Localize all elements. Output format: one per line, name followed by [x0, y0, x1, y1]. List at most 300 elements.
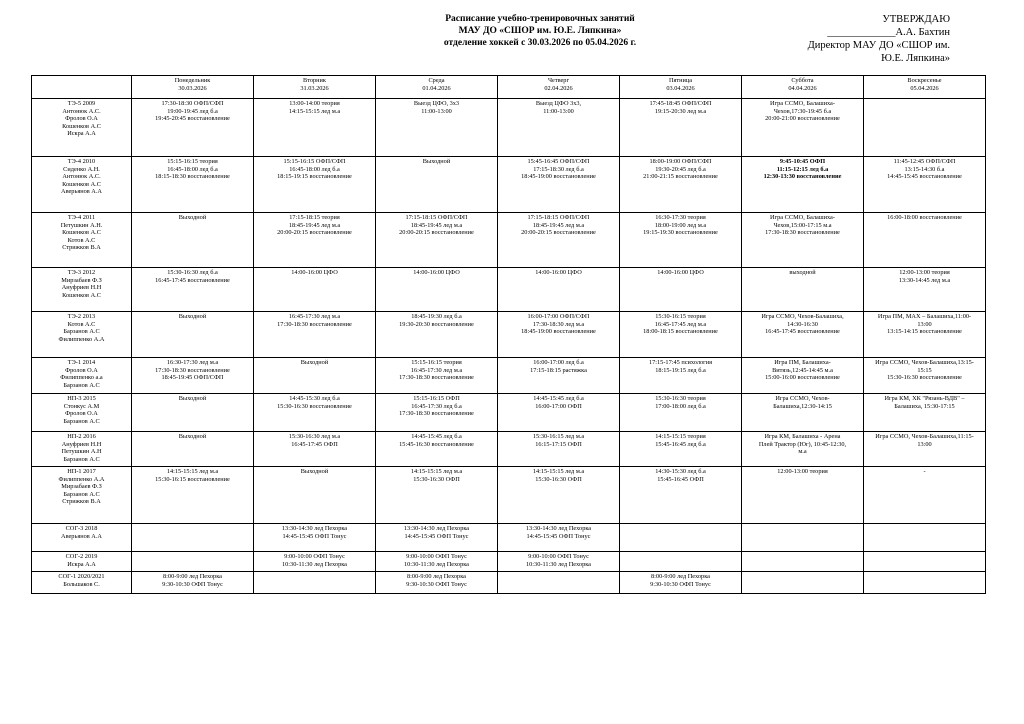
session-cell — [498, 358, 620, 394]
schedule-row — [32, 312, 986, 358]
group-cell — [32, 552, 132, 572]
group-name: СОГ-3 2018 — [65, 525, 98, 532]
coach-name: Фролов О.А — [65, 115, 98, 123]
session-cell — [742, 268, 864, 312]
group-name: ТЭ-1 2014 — [67, 359, 96, 366]
coach-name: Барзанов А.С — [63, 490, 100, 498]
session-line: м.а — [798, 448, 807, 456]
session-line: 19:30-20:45 лед б.а — [655, 165, 706, 173]
session-line: 16:30-17:30 лед м.а — [166, 359, 219, 366]
session-line: Выезд ЦФО 3х3, — [535, 100, 582, 107]
session-line: 12:00-13:00 теория — [777, 468, 828, 475]
day-date: 04.04.2026 — [788, 84, 817, 92]
session-line: 15:00-16:00 восстановление — [765, 374, 840, 382]
session-line: 9:30-10:30 ОФП Тонус — [406, 580, 467, 588]
session-cell — [742, 213, 864, 268]
approval-block — [780, 13, 950, 65]
schedule-row — [32, 467, 986, 524]
session-line: 16:45-17:45 восстановление — [765, 328, 840, 336]
corner-cell — [32, 76, 132, 99]
header-row — [32, 76, 986, 99]
session-line: Чехов,17:30-19:45 б.а — [773, 107, 832, 115]
session-line: 13:15-14:15 восстановление — [887, 328, 962, 336]
session-line: 15:30-16:15 теория — [655, 313, 706, 320]
session-line: 13:15-14:30 б.а — [904, 165, 945, 173]
session-line: 13:30-14:30 лед Пехорка — [403, 525, 470, 532]
session-line: выходной — [789, 269, 816, 276]
coach-name: Филиппенко А.А — [58, 335, 105, 343]
coach-name: Аверьянов А.А — [61, 532, 102, 540]
coach-name: Большаков С. — [63, 580, 100, 588]
schedule-row — [32, 552, 986, 572]
session-cell — [498, 157, 620, 213]
session-line: 14:00-16:00 ЦФО — [535, 269, 582, 276]
group-cell — [32, 572, 132, 594]
session-cell — [864, 157, 986, 213]
session-line: 16:45-17:30 лед б.а — [411, 402, 462, 410]
session-cell — [132, 394, 254, 432]
session-cell — [254, 572, 376, 594]
session-cell — [132, 157, 254, 213]
session-line: 15:15-16:15 теория — [411, 359, 462, 366]
session-line: 21:00-21:15 восстановление — [643, 173, 718, 181]
group-name: НП-2 2016 — [67, 433, 96, 440]
schedule-row — [32, 524, 986, 552]
session-line: 17:30-18:30 восстановление — [765, 229, 840, 237]
schedule-body — [32, 99, 986, 594]
session-line: 16:45-17:45 ОФП — [291, 440, 338, 448]
session-line: Выходной — [300, 359, 329, 366]
session-line: 11:00-13:00 — [543, 107, 574, 115]
coach-name: Филиппенко а.а — [60, 374, 103, 382]
session-line: 18:45-19:00 восстановление — [521, 328, 596, 336]
day-header-2 — [376, 76, 498, 99]
session-line: 14:15-15:15 лед м.а — [288, 107, 341, 115]
session-line: 15:15-16:15 ОФП/СФП — [283, 158, 346, 165]
day-header-4 — [620, 76, 742, 99]
session-line: 15:30-16:30 ОФП — [535, 475, 582, 483]
session-cell — [376, 157, 498, 213]
session-line: 19:30-20:30 восстановление — [399, 320, 474, 328]
session-line: 18:45-19:45 лед м.а — [532, 221, 585, 229]
day-date: 05.04.2026 — [910, 84, 939, 92]
schedule-row — [32, 99, 986, 157]
session-line: 19:15-20:30 лед м.а — [654, 107, 707, 115]
session-line: 12:30-13:30 восстановление — [763, 173, 842, 181]
session-line: Балашиха,12:30-14:15 — [773, 402, 832, 410]
session-line: 16:30-17:30 теория — [655, 214, 706, 221]
session-line: Игра ССМО, Чехов-Балашиха,11:15- — [875, 433, 974, 440]
session-line: 14:45-15:45 ОФП Тонус — [282, 532, 347, 540]
session-line: 15:45-16:45 ОФП — [657, 475, 704, 483]
approval-line: Директор МАУ ДО «СШОР им. — [807, 40, 950, 51]
session-cell — [864, 394, 986, 432]
session-line: 14:15-15:15 теория — [655, 433, 706, 440]
session-line: 14:00-16:00 ЦФО — [413, 269, 460, 276]
session-cell — [742, 467, 864, 524]
session-cell — [620, 432, 742, 467]
group-name: ТЭ-2 2013 — [67, 313, 96, 320]
session-line: Игра КМ, ХК "Рязань-ВДВ" – — [884, 395, 965, 402]
coach-name: Антонюк А.С. — [62, 107, 101, 115]
session-cell — [498, 467, 620, 524]
session-line: 16:00-18:00 восстановление — [887, 214, 962, 221]
session-cell — [864, 467, 986, 524]
schedule-title — [395, 13, 685, 49]
session-cell — [132, 99, 254, 157]
session-cell — [620, 358, 742, 394]
group-name: ТЭ-4 2011 — [67, 214, 96, 221]
group-cell — [32, 524, 132, 552]
session-line: 10:30-11:30 лед Пехорка — [282, 560, 347, 568]
session-cell — [864, 572, 986, 594]
session-cell — [620, 213, 742, 268]
coach-name: Барзанов А.С — [63, 381, 100, 389]
coach-name: Стрижков В.А — [62, 244, 101, 252]
day-date: 02.04.2026 — [544, 84, 573, 92]
group-cell — [32, 467, 132, 524]
session-cell — [498, 268, 620, 312]
session-line: Витязь,12:45-14:45 м.а — [772, 366, 833, 374]
session-cell — [864, 312, 986, 358]
session-cell — [742, 312, 864, 358]
session-cell — [498, 394, 620, 432]
session-cell — [254, 358, 376, 394]
coach-name: Фролов О.А — [65, 410, 98, 418]
session-cell — [376, 358, 498, 394]
coach-name: Антонюк А.С. — [62, 173, 101, 181]
session-line: 14:00-16:00 ЦФО — [291, 269, 338, 276]
session-line: 16:45-18:00 лед б.а — [167, 165, 218, 173]
session-cell — [498, 432, 620, 467]
coach-name: Кошенков А.С — [62, 291, 101, 299]
session-line: 17:30-18:30 ОФП/СФП — [161, 100, 224, 107]
day-header-6 — [864, 76, 986, 99]
day-date: 03.04.2026 — [666, 84, 695, 92]
session-cell — [254, 432, 376, 467]
session-cell — [498, 572, 620, 594]
approval-line: УТВЕРЖДАЮ — [882, 14, 950, 25]
session-line: 15:45-16:30 восстановление — [399, 440, 474, 448]
session-line: 17:15-18:15 растяжка — [530, 366, 587, 374]
group-cell — [32, 157, 132, 213]
session-cell — [132, 467, 254, 524]
session-line: 18:45-19:30 лед б.а — [411, 313, 462, 320]
day-name: Вторник — [303, 77, 326, 84]
session-line: Игра ССМО, Чехов-Балашиха,13:15- — [875, 359, 974, 366]
day-header-3 — [498, 76, 620, 99]
schedule-row — [32, 572, 986, 594]
session-line: 18:45-19:45 лед м.а — [288, 221, 341, 229]
session-line: 14:45-15:30 лед б.а — [289, 395, 340, 402]
coach-name: Ануфриев Н.Н — [61, 284, 102, 292]
session-line: 14:15-15:15 лед м.а — [166, 468, 219, 475]
group-name: НП-3 2015 — [67, 395, 96, 402]
approval-line: _____________А.А. Бахтин — [827, 27, 950, 38]
day-name: Среда — [428, 77, 445, 84]
session-line: 10:30-11:30 лед Пехорка — [404, 560, 469, 568]
day-date: 01.04.2026 — [422, 84, 451, 92]
session-line: Выходной — [178, 395, 207, 402]
session-line: 9:30-10:30 ОФП Тонус — [650, 580, 711, 588]
coach-name: Котов А.С — [67, 236, 96, 244]
session-line: 15:15 — [917, 366, 932, 374]
session-cell — [620, 552, 742, 572]
session-line: Выходной — [178, 313, 207, 320]
day-header-0 — [132, 76, 254, 99]
title-line: отделение хоккей с 30.03.2026 по 05.04.2026 г. — [443, 38, 637, 48]
day-name: Пятница — [668, 77, 693, 84]
session-cell — [376, 432, 498, 467]
session-line: 15:30-16:30 восстановление — [277, 402, 352, 410]
session-cell — [132, 268, 254, 312]
session-line: 15:30-16:15 лед м.а — [532, 433, 585, 440]
session-line: 18:15-18:30 восстановление — [155, 173, 230, 181]
session-cell — [254, 312, 376, 358]
session-line: 13:30-14:30 лед Пехорка — [281, 525, 348, 532]
session-cell — [620, 572, 742, 594]
session-line: Выходной — [300, 468, 329, 475]
session-cell — [132, 213, 254, 268]
group-cell — [32, 394, 132, 432]
session-line: 17:30-18:30 восстановление — [399, 374, 474, 382]
session-line: 13:00-14:00 теория — [289, 100, 340, 107]
session-line: 15:30-16:30 восстановление — [887, 374, 962, 382]
session-line: 16:00-17:00 ОФП/СФП — [527, 313, 590, 320]
day-name: Понедельник — [174, 77, 211, 84]
session-cell — [742, 394, 864, 432]
coach-name: Барзанов А.С — [63, 328, 100, 336]
session-line: 18:45-19:45 ОФП/СФП — [161, 374, 224, 382]
session-line: 14:45-15:45 ОФП Тонус — [526, 532, 591, 540]
session-cell — [620, 268, 742, 312]
session-line: 17:30-18:30 лед м.а — [532, 320, 585, 328]
coach-name: Барзанов А.С — [63, 455, 100, 463]
session-line: 18:00-19:00 лед м.а — [654, 221, 707, 229]
session-cell — [376, 312, 498, 358]
session-line: 20:00-21:00 восстановление — [765, 115, 840, 123]
session-cell — [864, 99, 986, 157]
session-cell — [742, 432, 864, 467]
coach-name: Филиппенко А.А — [58, 475, 105, 483]
session-line: 8:00-9:00 лед Пехорка — [651, 573, 710, 580]
session-line: 18:45-19:00 восстановление — [521, 173, 596, 181]
session-line: 18:00-19:00 ОФП/СФП — [649, 158, 712, 165]
session-line: 8:00-9:00 лед Пехорка — [163, 573, 222, 580]
session-line: 14:15-15:15 лед м.а — [410, 468, 463, 475]
session-line: 8:00-9:00 лед Пехорка — [407, 573, 466, 580]
session-line: 14:30-15:30 лед б.а — [655, 468, 706, 475]
session-cell — [254, 213, 376, 268]
session-line: 18:15-19:15 лед б.а — [655, 366, 706, 374]
session-line: 14:45-15:45 лед б.а — [533, 395, 584, 402]
schedule-row — [32, 268, 986, 312]
session-line: 16:45-17:30 лед м.а — [288, 313, 341, 320]
session-cell — [376, 213, 498, 268]
coach-name: Стонкус А.М — [63, 402, 100, 410]
session-cell — [620, 467, 742, 524]
session-line: 18:00-18:15 восстановление — [643, 328, 718, 336]
session-line: 16:45-17:45 восстановление — [155, 276, 230, 284]
session-cell — [620, 99, 742, 157]
group-name: ТЭ-5 2009 — [67, 100, 96, 107]
session-cell — [620, 157, 742, 213]
session-line: 19:15-19:30 восстановление — [643, 229, 718, 237]
session-cell — [376, 99, 498, 157]
session-line: 15:15-16:15 ОФП — [413, 395, 460, 402]
session-line: 17:30-18:30 восстановление — [155, 366, 230, 374]
session-cell — [864, 552, 986, 572]
day-date: 30.03.2026 — [178, 84, 207, 92]
session-line: 15:30-16:15 восстановление — [155, 475, 230, 483]
session-line: Балашиха, 15:30-17:15 — [894, 402, 955, 410]
day-name: Воскресенье — [907, 77, 942, 84]
session-line: 15:30-16:30 теория — [655, 395, 706, 402]
session-cell — [498, 552, 620, 572]
title-line: Расписание учебно-тренировочных занятий — [445, 14, 635, 24]
group-name: НП-1 2017 — [67, 468, 96, 475]
session-cell — [376, 467, 498, 524]
session-line: Игра ССМО, Балашиха- — [770, 100, 835, 107]
session-line: 16:45-17:30 лед м.а — [410, 366, 463, 374]
session-cell — [132, 572, 254, 594]
session-line: Игра ССМО, Чехов-Балашиха, — [761, 313, 844, 320]
session-line: Игра ССМО, Балашиха- — [770, 214, 835, 221]
session-line: 16:00-17:00 ОФП — [535, 402, 582, 410]
session-cell — [376, 268, 498, 312]
session-line: 9:00-10:00 ОФП Тонус — [406, 553, 467, 560]
session-cell — [498, 213, 620, 268]
session-line: 18:15-19:15 восстановление — [277, 173, 352, 181]
schedule-row — [32, 432, 986, 467]
session-line: 16:00-17:00 лед б.а — [533, 359, 584, 366]
group-cell — [32, 312, 132, 358]
session-line: 17:30-18:30 восстановление — [399, 410, 474, 418]
session-cell — [132, 358, 254, 394]
session-line: 15:30-16:30 лед м.а — [288, 433, 341, 440]
session-line: 20:00-20:15 восстановление — [521, 229, 596, 237]
session-line: 13:30-14:45 лед м.а — [898, 276, 951, 284]
session-cell — [620, 394, 742, 432]
session-line: 10:30-11:30 лед Пехорка — [526, 560, 591, 568]
day-date: 31.03.2026 — [300, 84, 329, 92]
group-cell — [32, 99, 132, 157]
session-line: 19:00-19:45 лед б.а — [167, 107, 218, 115]
session-line: 13:00 — [917, 320, 932, 328]
session-line: Выходной — [422, 158, 451, 165]
session-cell — [254, 268, 376, 312]
session-cell — [498, 312, 620, 358]
session-cell — [498, 524, 620, 552]
coach-name: Искра А.А — [67, 130, 96, 138]
coach-name: Кошенков А.С — [62, 180, 101, 188]
session-line: 9:00-10:00 ОФП Тонус — [284, 553, 345, 560]
session-cell — [864, 213, 986, 268]
title-line: МАУ ДО «СШОР им. Ю.Е. Ляпкина» — [458, 26, 622, 36]
session-line: 19:45-20:45 восстановление — [155, 115, 230, 123]
session-cell — [742, 99, 864, 157]
session-line: 17:30-18:30 восстановление — [277, 320, 352, 328]
session-line: 9:30-10:30 ОФП Тонус — [162, 580, 223, 588]
group-cell — [32, 358, 132, 394]
group-name: ТЭ-3 2012 — [67, 269, 96, 276]
session-line: 13:00 — [917, 440, 932, 448]
session-cell — [498, 99, 620, 157]
session-cell — [254, 157, 376, 213]
session-cell — [132, 552, 254, 572]
session-cell — [254, 99, 376, 157]
coach-name: Стрижков В.А — [62, 498, 101, 506]
session-line: 14:30-16:30 — [787, 320, 818, 328]
session-line: 16:45-17:45 лед м.а — [654, 320, 707, 328]
coach-name: Кошенков А.С — [62, 122, 101, 130]
session-line: 20:00-20:15 восстановление — [277, 229, 352, 237]
session-line: 14:15-15:15 лед м.а — [532, 468, 585, 475]
session-cell — [742, 524, 864, 552]
session-line: 15:15-16:15 теория — [167, 158, 218, 165]
session-line: 16:45-18:00 лед б.а — [289, 165, 340, 173]
session-cell — [742, 572, 864, 594]
session-line: Выходной — [178, 214, 207, 221]
session-line: Игра КМ, Балашиха - Арена — [764, 433, 841, 440]
group-cell — [32, 432, 132, 467]
coach-name: Барзанов А.С — [63, 417, 100, 425]
session-cell — [620, 524, 742, 552]
coach-name: Котов А.С — [67, 320, 96, 328]
session-line: 11:00-13:00 — [421, 107, 452, 115]
coach-name: Искра А.А — [67, 560, 96, 568]
session-line: 17:15-18:30 лед б.а — [533, 165, 584, 173]
session-line: 13:30-14:30 лед Пехорка — [525, 525, 592, 532]
session-cell — [254, 467, 376, 524]
session-line: 15:45-16:45 лед б.а — [655, 440, 706, 448]
session-line: Выходной — [178, 433, 207, 440]
coach-name: Кошенков А.С — [62, 229, 101, 237]
group-name: ТЭ-4 2010 — [67, 158, 96, 165]
group-name: СОГ-1 2020/2021 — [58, 573, 105, 580]
session-line: Игра ПМ, Балашиха- — [774, 359, 831, 366]
coach-name: Петушкин А.Н. — [60, 221, 103, 229]
day-name: Четверг — [547, 77, 570, 84]
schedule-row — [32, 213, 986, 268]
session-line: 17:15-17:45 психология — [648, 359, 712, 366]
schedule-row — [32, 358, 986, 394]
session-cell — [132, 312, 254, 358]
coach-name: Аверьянов А.А — [61, 188, 102, 196]
session-cell — [376, 572, 498, 594]
session-line: 17:00-18:00 лед б.а — [655, 402, 706, 410]
approval-line: Ю.Е. Ляпкина» — [881, 53, 950, 64]
session-cell — [376, 552, 498, 572]
session-cell — [376, 524, 498, 552]
session-line: 17:45-18:45 ОФП/СФП — [649, 100, 712, 107]
group-name: СОГ-2 2019 — [65, 553, 98, 560]
session-cell — [620, 312, 742, 358]
coach-name: Фролов О.А — [65, 366, 98, 374]
session-line: Игра ССМО, Чехов- — [775, 395, 830, 402]
session-line: 17:15-18:15 теория — [289, 214, 340, 221]
session-line: 15:30-16:30 лед б.а — [167, 269, 218, 276]
session-line: 12:00-13:00 теория — [899, 269, 950, 276]
coach-name: Мирзабаев Ф.З — [61, 276, 102, 284]
coach-name: Петушкин А.Н — [61, 448, 102, 456]
session-line: 20:00-20:15 восстановление — [399, 229, 474, 237]
session-line: 14:45-15:45 ОФП Тонус — [404, 532, 469, 540]
session-line: 18:45-19:45 лед м.а — [410, 221, 463, 229]
session-cell — [132, 432, 254, 467]
session-cell — [376, 394, 498, 432]
schedule-table — [31, 75, 986, 594]
